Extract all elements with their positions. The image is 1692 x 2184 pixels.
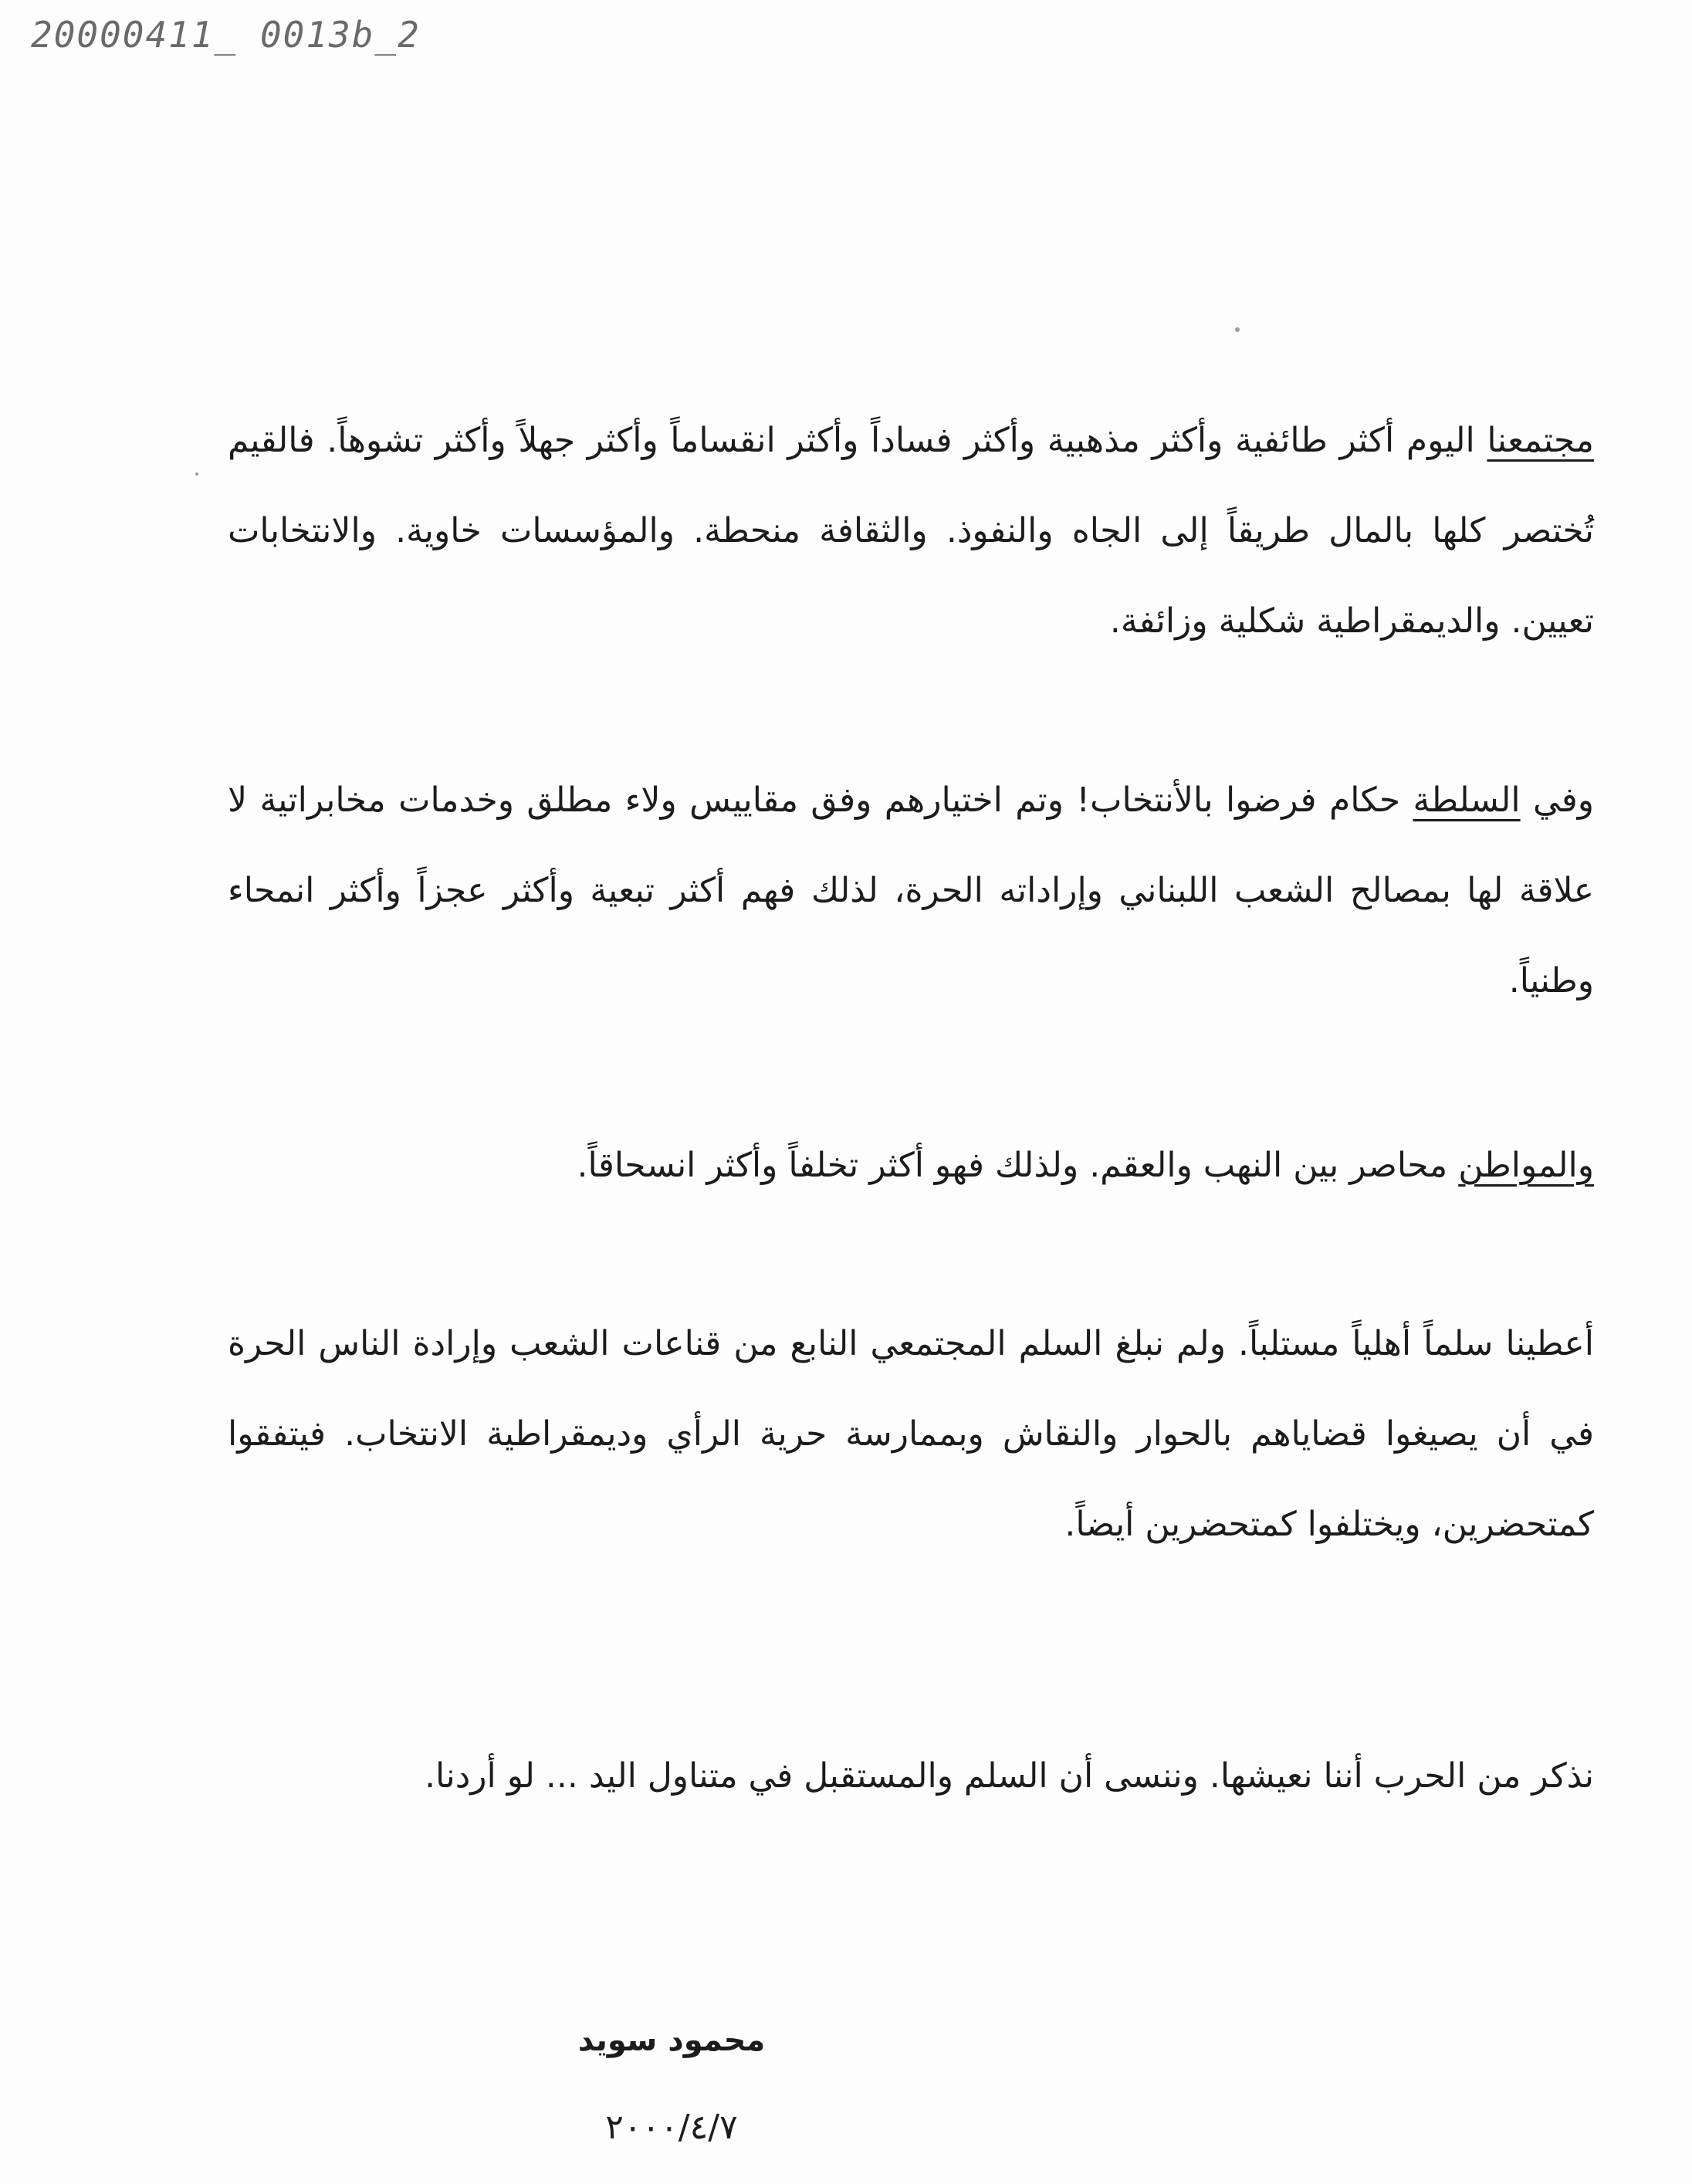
scan-speck [195, 472, 198, 476]
underlined-term-authority: السلطة [1413, 780, 1521, 820]
paragraph-prefix: وفي [1520, 780, 1594, 820]
paragraph-citizen [228, 1120, 1594, 1211]
underlined-term-society: مجتمعنا [1487, 421, 1594, 460]
scan-speck [1235, 327, 1240, 332]
paragraph-text: اليوم أكثر طائفية وأكثر مذهبية وأكثر فساداً وأكثر انقساماً وأكثر جهلاً وأكثر تشوهاً. فالقيم تُختصر كلها بالمال طريقاً إلى الجاه والنفوذ. والثقافة منحطة. والمؤسسات خاوية. والانتخابات تعيين. والديمقراطية شكلية وزائفة. [228, 421, 1594, 641]
paragraph-text: أعطينا سلماً أهلياً مستلباً. ولم نبلغ السلم المجتمعي النابع من قناعات الشعب وإرادة الناس الحرة في أن يصيغوا قضاياهم بالحوار والنقاش وبممارسة حرية الرأي وديمقراطية الانتخاب. فيتفقوا كمتحضرين، ويختلفوا كمتحضرين أيضاً. [228, 1324, 1594, 1544]
paragraph-society [228, 395, 1594, 666]
author-name: محمود سويد [577, 2023, 766, 2058]
handwritten-reference-code: 20000411_ 0013b_2 [31, 14, 421, 56]
paragraph-civil-peace [228, 1299, 1594, 1569]
signature-date: ٢٠٠٠/٤/٧ [605, 2108, 738, 2147]
paragraph-war-memory [228, 1731, 1594, 1821]
paragraph-authority [228, 755, 1594, 1026]
paragraph-text: حكام فرضوا بالأنتخاب! وتم اختيارهم وفق مقاييس ولاء مطلق وخدمات مخابراتية لا علاقة لها بمصالح الشعب اللبناني وإراداته الحرة، لذلك فهم أكثر تبعية وأكثر عجزاً وأكثر انمحاء وطنياً. [228, 780, 1594, 1001]
paragraph-text: محاصر بين النهب والعقم. ولذلك فهو أكثر تخلفاً وأكثر انسحاقاً. [577, 1146, 1459, 1185]
underlined-term-citizen: والمواطن [1458, 1146, 1594, 1185]
paragraph-text: نذكر من الحرب أننا نعيشها. وننسى أن السلم والمستقبل في متناول اليد ... لو أردنا. [425, 1756, 1594, 1796]
